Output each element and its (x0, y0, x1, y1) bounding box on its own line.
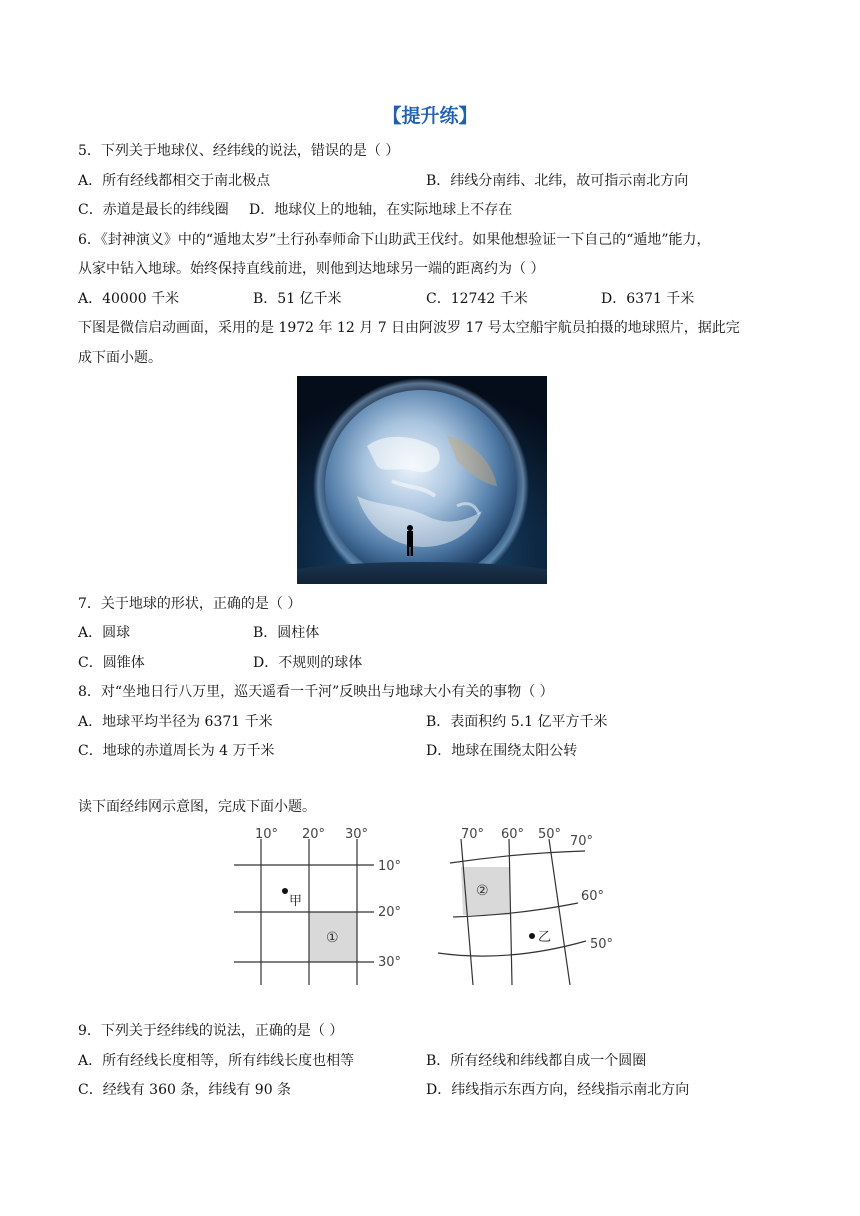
q9-option-c: C．经线有 360 条，纬线有 90 条 (78, 1082, 292, 1098)
right-lat-label-3: 50° (590, 937, 614, 952)
right-lat-label-1: 70° (570, 834, 594, 849)
q7-option-d: D．不规则的球体 (253, 655, 363, 671)
left-lon-label-1: 10° (255, 827, 279, 842)
q5-option-b: B．纬线分南纬、北纬，故可指示南北方向 (426, 173, 689, 189)
point-jia-marker (282, 888, 288, 894)
q7-option-a: A．圆球 (78, 625, 131, 641)
section-title: 【提升练】 (382, 105, 478, 127)
right-lon-label-1: 70° (461, 827, 485, 842)
left-graticule (234, 827, 401, 985)
cell-1-label: ① (326, 930, 339, 946)
right-lon-label-3: 50° (538, 827, 562, 842)
q6-option-b: B．51 亿千米 (253, 291, 342, 307)
q9-option-b: B．所有经线和纬线都自成一个圆圈 (426, 1053, 647, 1069)
q5-option-d: D．地球仪上的地轴，在实际地球上不存在 (249, 202, 513, 218)
intro2: 读下面经纬网示意图，完成下面小题。 (78, 799, 316, 815)
left-lat-label-1: 10° (378, 859, 402, 874)
intro1-line1: 下图是微信启动画面，采用的是 1972 年 12 月 7 日由阿波罗 17 号太空船宇航员拍摄的地球照片，据此完 (78, 320, 740, 336)
q8-option-c: C．地球的赤道周长为 4 万千米 (78, 743, 275, 759)
q8-option-d: D．地球在围绕太阳公转 (426, 743, 578, 759)
q9-option-a: A．所有经线长度相等，所有纬线长度也相等 (78, 1053, 355, 1069)
right-lon-label-2: 60° (501, 827, 525, 842)
left-lat-label-2: 20° (378, 905, 402, 920)
q6-stem-line1: 6．《封神演义》中的“遁地太岁”土行孙奉师命下山助武王伐纣。如果他想验证一下自己的“遁地”能力， (78, 232, 711, 248)
intro1-line2: 成下面小题。 (78, 350, 162, 366)
point-yi-marker (529, 933, 535, 939)
left-lat-label-3: 30° (378, 955, 402, 970)
q9-option-d: D．纬线指示东西方向，经线指示南北方向 (426, 1082, 690, 1098)
point-yi-label: 乙 (538, 930, 552, 945)
graticule-diagram (228, 823, 628, 993)
point-jia-label: 甲 (289, 894, 303, 909)
q6-option-a: A．40000 千米 (78, 291, 180, 307)
q5-stem: 5．下列关于地球仪、经纬线的说法，错误的是（ ） (78, 143, 400, 159)
q7-stem: 7．关于地球的形状，正确的是（ ） (78, 596, 302, 612)
q7-option-b: B．圆柱体 (253, 625, 320, 641)
q5-option-a: A．所有经线都相交于南北极点 (78, 173, 271, 189)
left-lon-label-2: 20° (302, 827, 326, 842)
right-lat-label-2: 60° (581, 889, 605, 904)
cell-2-label: ② (476, 883, 489, 899)
q6-stem-line2: 从家中钻入地球。始终保持直线前进，则他到达地球另一端的距离约为（ ） (78, 261, 545, 277)
q8-option-b: B．表面积约 5.1 亿平方千米 (426, 714, 608, 730)
q8-stem: 8．对“坐地日行八万里，巡天遥看一千河”反映出与地球大小有关的事物（ ） (78, 684, 554, 700)
q5-option-c: C．赤道是最长的纬线圈 (78, 202, 229, 218)
q6-option-d: D．6371 千米 (601, 291, 695, 307)
right-graticule (438, 827, 613, 985)
q9-stem: 9．下列关于经纬线的说法，正确的是（ ） (78, 1023, 344, 1039)
earth-photo (297, 376, 547, 584)
q7-option-c: C．圆锥体 (78, 655, 145, 671)
left-lon-label-3: 30° (345, 827, 369, 842)
q8-option-a: A．地球平均半径为 6371 千米 (78, 714, 273, 730)
q6-option-c: C．12742 千米 (426, 291, 528, 307)
